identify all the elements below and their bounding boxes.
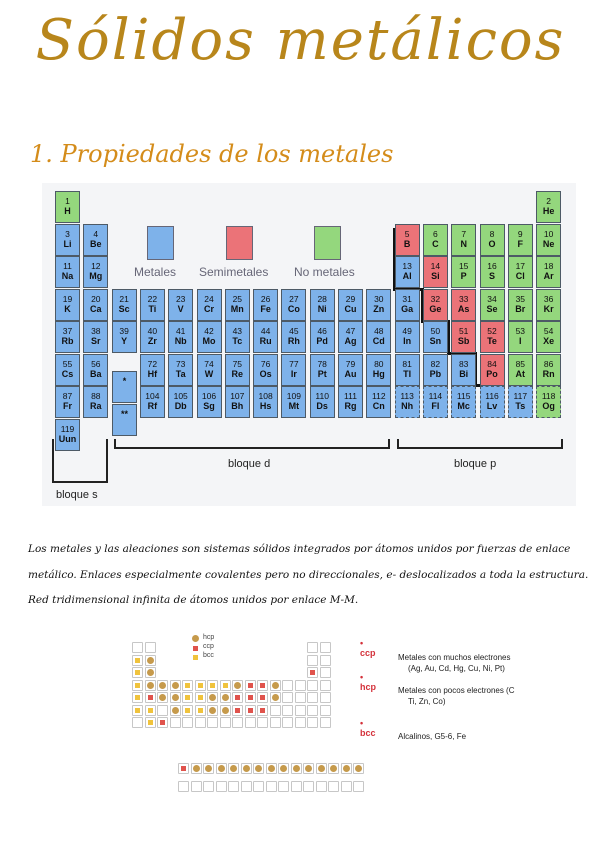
structure-cell — [291, 763, 302, 774]
structure-cell — [282, 680, 293, 691]
bcc-marker — [135, 658, 140, 663]
structure-cell — [316, 781, 327, 792]
structure-cell — [207, 692, 218, 703]
element-be: 4 Be — [83, 224, 108, 256]
element-cu: 29 Cu — [338, 289, 363, 321]
lanthanide-placeholder: * — [112, 371, 137, 403]
element-tl: 81 Tl — [395, 354, 420, 386]
label-block-s: bloque s — [56, 489, 98, 501]
element-he: 2 He — [536, 191, 561, 223]
crystal-structure-table — [118, 632, 328, 802]
element-ba: 56 Ba — [83, 354, 108, 386]
structure-cell — [303, 781, 314, 792]
hcp-heading: • hcp — [360, 672, 377, 692]
hcp-marker — [355, 765, 362, 772]
hcp-marker — [272, 694, 279, 701]
paragraph-line-1: Los metales y las aleaciones son sistemas sólidos integrados por átomos unidos por fuerzas de enlace — [28, 543, 571, 555]
element-cl: 17 Cl — [508, 256, 533, 288]
element-n: 7 N — [451, 224, 476, 256]
element-zr: 40 Zr — [140, 321, 165, 353]
structure-cell — [132, 680, 143, 691]
element-f: 9 F — [508, 224, 533, 256]
element-hg: 80 Hg — [366, 354, 391, 386]
element-ga: 31 Ga — [395, 289, 420, 321]
structure-cell — [307, 655, 318, 666]
structure-cell — [132, 667, 143, 678]
hcp-marker — [255, 765, 262, 772]
element-pd: 46 Pd — [310, 321, 335, 353]
structure-cell — [295, 705, 306, 716]
element-ru: 44 Ru — [253, 321, 278, 353]
structure-cell — [307, 692, 318, 703]
element-rn: 86 Rn — [536, 354, 561, 386]
structure-cell — [157, 705, 168, 716]
structure-cell — [220, 692, 231, 703]
element-in: 49 In — [395, 321, 420, 353]
element-nh: 113 Nh — [395, 386, 420, 418]
structure-cell — [320, 705, 331, 716]
structure-cell — [195, 705, 206, 716]
structure-cell — [266, 763, 277, 774]
hcp-marker — [230, 765, 237, 772]
element-fr: 87 Fr — [55, 386, 80, 418]
element-po: 84 Po — [480, 354, 505, 386]
element-rg: 111 Rg — [338, 386, 363, 418]
element-si: 14 Si — [423, 256, 448, 288]
element-al: 13 Al — [395, 256, 420, 288]
element-uun: 119 Uun — [55, 419, 80, 451]
element-ge: 32 Ge — [423, 289, 448, 321]
element-tc: 43 Tc — [225, 321, 250, 353]
element-ca: 20 Ca — [83, 289, 108, 321]
structure-cell — [207, 705, 218, 716]
structure-cell — [341, 781, 352, 792]
hcp-marker — [147, 682, 154, 689]
element-ne: 10 Ne — [536, 224, 561, 256]
structure-cell — [170, 705, 181, 716]
hcp-legend-label: hcp — [203, 634, 215, 641]
page-title: Sólidos metálicos — [35, 8, 566, 73]
structure-cell — [145, 717, 156, 728]
legend-label-metals: Metales — [134, 265, 177, 279]
ccp-marker — [235, 695, 240, 700]
label-block-p: bloque p — [454, 458, 497, 470]
structure-cell — [328, 763, 339, 774]
structure-cell — [145, 655, 156, 666]
element-re: 75 Re — [225, 354, 250, 386]
structure-cell — [328, 781, 339, 792]
element-sn: 50 Sn — [423, 321, 448, 353]
hcp-marker — [243, 765, 250, 772]
ccp-desc-2: (Ag, Au, Cd, Hg, Cu, Ni, Pt) — [408, 664, 505, 673]
bcc-marker — [198, 708, 203, 713]
structure-cell — [245, 680, 256, 691]
hcp-marker — [172, 682, 179, 689]
element-cs: 55 Cs — [55, 354, 80, 386]
element-os: 76 Os — [253, 354, 278, 386]
element-ts: 117 Ts — [508, 386, 533, 418]
element-bi: 83 Bi — [451, 354, 476, 386]
ccp-marker — [260, 695, 265, 700]
structure-cell — [320, 717, 331, 728]
ccp-marker — [248, 695, 253, 700]
structure-cell — [253, 763, 264, 774]
ccp-marker — [310, 670, 315, 675]
structure-cell — [170, 692, 181, 703]
element-db: 105 Db — [168, 386, 193, 418]
element-sg: 106 Sg — [197, 386, 222, 418]
structure-cell — [320, 692, 331, 703]
hcp-marker — [172, 694, 179, 701]
element-hf: 72 Hf — [140, 354, 165, 386]
element-li: 3 Li — [55, 224, 80, 256]
element-cr: 24 Cr — [197, 289, 222, 321]
structure-cell — [257, 680, 268, 691]
hcp-marker — [280, 765, 287, 772]
structure-cell — [182, 692, 193, 703]
structure-cell — [178, 763, 189, 774]
structure-cell — [182, 717, 193, 728]
label-block-d: bloque d — [228, 458, 271, 470]
structure-cell — [270, 705, 281, 716]
element-lv: 116 Lv — [480, 386, 505, 418]
structure-cell — [132, 692, 143, 703]
structure-cell — [320, 667, 331, 678]
element-at: 85 At — [508, 354, 533, 386]
hcp-desc-2: Ti, Zn, Co) — [408, 697, 446, 706]
structure-cell — [232, 692, 243, 703]
structure-cell — [270, 692, 281, 703]
structure-cell — [182, 680, 193, 691]
ccp-marker — [160, 720, 165, 725]
element-mt: 109 Mt — [281, 386, 306, 418]
element-og: 118 Og — [536, 386, 561, 418]
element-ra: 88 Ra — [83, 386, 108, 418]
bcc-marker — [185, 708, 190, 713]
hcp-legend-dot — [192, 635, 199, 642]
structure-cell — [232, 705, 243, 716]
structure-cell — [278, 763, 289, 774]
structure-cell — [282, 692, 293, 703]
hcp-marker — [159, 694, 166, 701]
structure-cell — [307, 705, 318, 716]
structure-cell — [307, 642, 318, 653]
structure-cell — [291, 781, 302, 792]
element-ir: 77 Ir — [281, 354, 306, 386]
structure-cell — [307, 667, 318, 678]
element-cd: 48 Cd — [366, 321, 391, 353]
hcp-marker — [330, 765, 337, 772]
element-sr: 38 Sr — [83, 321, 108, 353]
element-sb: 51 Sb — [451, 321, 476, 353]
structure-cell — [257, 717, 268, 728]
structure-cell — [207, 717, 218, 728]
hcp-marker — [205, 765, 212, 772]
element-b: 5 B — [395, 224, 420, 256]
actinide-placeholder: ** — [112, 404, 137, 436]
structure-cell — [170, 680, 181, 691]
element-y: 39 Y — [112, 321, 137, 353]
structure-cell — [266, 781, 277, 792]
hcp-marker — [147, 669, 154, 676]
paragraph-line-2: metálico. Enlaces especialmente covalentes pero no direccionales, e- deslocalizados a toda la estructura. — [28, 569, 589, 581]
element-c: 6 C — [423, 224, 448, 256]
element-bh: 107 Bh — [225, 386, 250, 418]
element-pb: 82 Pb — [423, 354, 448, 386]
structure-cell — [341, 763, 352, 774]
ccp-marker — [181, 766, 186, 771]
structure-cell — [295, 692, 306, 703]
element-fe: 26 Fe — [253, 289, 278, 321]
structure-cell — [195, 680, 206, 691]
structure-cell — [316, 763, 327, 774]
structure-cell — [191, 763, 202, 774]
bcc-marker — [210, 683, 215, 688]
element-zn: 30 Zn — [366, 289, 391, 321]
structure-cell — [320, 642, 331, 653]
structure-cell — [295, 680, 306, 691]
element-kr: 36 Kr — [536, 289, 561, 321]
bcc-legend-label: bcc — [203, 652, 214, 659]
structure-cell — [207, 680, 218, 691]
element-ni: 28 Ni — [310, 289, 335, 321]
structure-cell — [132, 642, 143, 653]
structure-cell — [320, 680, 331, 691]
element-br: 35 Br — [508, 289, 533, 321]
bcc-desc: Alcalinos, G5-6, Fe — [398, 732, 467, 741]
element-p: 15 P — [451, 256, 476, 288]
structure-cell — [303, 763, 314, 774]
element-mc: 115 Mc — [451, 386, 476, 418]
element-xe: 54 Xe — [536, 321, 561, 353]
structure-cell — [132, 655, 143, 666]
ccp-marker — [248, 708, 253, 713]
structure-cell — [282, 717, 293, 728]
hcp-marker — [218, 765, 225, 772]
hcp-marker — [209, 694, 216, 701]
element-h: 1 H — [55, 191, 80, 223]
hcp-marker — [293, 765, 300, 772]
structure-cell — [178, 781, 189, 792]
structure-cell — [220, 705, 231, 716]
structure-cell — [145, 705, 156, 716]
structure-cell — [157, 680, 168, 691]
hcp-marker — [222, 694, 229, 701]
structure-cell — [195, 717, 206, 728]
structure-cell — [307, 717, 318, 728]
structure-cell — [282, 705, 293, 716]
ccp-heading: • ccp — [360, 638, 376, 658]
element-co: 27 Co — [281, 289, 306, 321]
element-ar: 18 Ar — [536, 256, 561, 288]
ccp-marker — [260, 683, 265, 688]
element-rf: 104 Rf — [140, 386, 165, 418]
structure-cell — [132, 705, 143, 716]
element-v: 23 V — [168, 289, 193, 321]
bcc-legend-dot — [193, 655, 198, 660]
hcp-marker — [147, 657, 154, 664]
element-te: 52 Te — [480, 321, 505, 353]
bcc-marker — [148, 720, 153, 725]
structure-cell — [232, 717, 243, 728]
element-k: 19 K — [55, 289, 80, 321]
bcc-marker — [198, 683, 203, 688]
structure-cell — [245, 692, 256, 703]
hcp-desc-1: Metales con pocos electrones (C — [398, 686, 515, 695]
structure-cell — [228, 781, 239, 792]
structure-cell — [257, 692, 268, 703]
element-i: 53 I — [508, 321, 533, 353]
structure-cell — [220, 680, 231, 691]
ccp-desc-1: Metales con muchos electrones — [398, 653, 511, 662]
hcp-marker — [318, 765, 325, 772]
legend-swatch-semimetals — [226, 226, 253, 260]
ccp-marker — [235, 708, 240, 713]
element-rb: 37 Rb — [55, 321, 80, 353]
legend-label-nonmetals: No metales — [294, 265, 355, 279]
element-rh: 45 Rh — [281, 321, 306, 353]
structure-cell — [157, 692, 168, 703]
element-ta: 73 Ta — [168, 354, 193, 386]
element-sc: 21 Sc — [112, 289, 137, 321]
element-hs: 108 Hs — [253, 386, 278, 418]
bcc-marker — [135, 695, 140, 700]
structure-cell — [182, 705, 193, 716]
structure-cell — [195, 692, 206, 703]
structure-cell — [270, 680, 281, 691]
periodic-table — [42, 183, 576, 506]
structure-cell — [228, 763, 239, 774]
bcc-marker — [198, 695, 203, 700]
hcp-marker — [305, 765, 312, 772]
paragraph-line-3: Red tridimensional infinita de átomos unidos por enlace M-M. — [28, 594, 359, 606]
structure-cell — [145, 642, 156, 653]
structure-cell — [270, 717, 281, 728]
ccp-marker — [248, 683, 253, 688]
structure-cell — [245, 717, 256, 728]
structure-cell — [245, 705, 256, 716]
element-w: 74 W — [197, 354, 222, 386]
hcp-marker — [343, 765, 350, 772]
ccp-marker — [260, 708, 265, 713]
hcp-marker — [268, 765, 275, 772]
bcc-marker — [185, 683, 190, 688]
bcc-marker — [135, 683, 140, 688]
structure-cell — [320, 655, 331, 666]
structure-cell — [253, 781, 264, 792]
element-mn: 25 Mn — [225, 289, 250, 321]
element-se: 34 Se — [480, 289, 505, 321]
structure-cell — [157, 717, 168, 728]
hcp-marker — [193, 765, 200, 772]
structure-cell — [257, 705, 268, 716]
element-ti: 22 Ti — [140, 289, 165, 321]
structure-cell — [307, 680, 318, 691]
bcc-marker — [135, 708, 140, 713]
element-ds: 110 Ds — [310, 386, 335, 418]
structure-cell — [132, 717, 143, 728]
element-au: 79 Au — [338, 354, 363, 386]
element-o: 8 O — [480, 224, 505, 256]
element-mg: 12 Mg — [83, 256, 108, 288]
hcp-marker — [159, 682, 166, 689]
hcp-marker — [222, 707, 229, 714]
legend-label-semimetals: Semimetales — [199, 265, 269, 279]
ccp-legend-label: ccp — [203, 643, 214, 650]
structure-cell — [232, 680, 243, 691]
element-ag: 47 Ag — [338, 321, 363, 353]
element-cn: 112 Cn — [366, 386, 391, 418]
element-as: 33 As — [451, 289, 476, 321]
hcp-marker — [272, 682, 279, 689]
structure-cell — [353, 763, 364, 774]
hcp-marker — [209, 707, 216, 714]
bcc-marker — [135, 670, 140, 675]
element-fl: 114 Fl — [423, 386, 448, 418]
section-title: 1. Propiedades de los metales — [30, 140, 394, 168]
structure-cell — [191, 781, 202, 792]
bcc-marker — [148, 708, 153, 713]
structure-cell — [353, 781, 364, 792]
legend-swatch-metals — [147, 226, 174, 260]
structure-cell — [145, 692, 156, 703]
element-s: 16 S — [480, 256, 505, 288]
ccp-legend-dot — [193, 646, 198, 651]
structure-cell — [170, 717, 181, 728]
element-nb: 41 Nb — [168, 321, 193, 353]
structure-cell — [203, 763, 214, 774]
element-na: 11 Na — [55, 256, 80, 288]
legend-swatch-nonmetals — [314, 226, 341, 260]
structure-cell — [241, 781, 252, 792]
element-mo: 42 Mo — [197, 321, 222, 353]
ccp-marker — [148, 695, 153, 700]
bracket-block-p — [397, 439, 563, 449]
structure-cell — [216, 781, 227, 792]
hcp-marker — [172, 707, 179, 714]
structure-cell — [295, 717, 306, 728]
structure-cell — [145, 667, 156, 678]
structure-cell — [220, 717, 231, 728]
structure-cell — [241, 763, 252, 774]
bracket-block-d — [114, 439, 390, 449]
structure-cell — [145, 680, 156, 691]
structure-cell — [216, 763, 227, 774]
structure-cell — [278, 781, 289, 792]
element-pt: 78 Pt — [310, 354, 335, 386]
bcc-heading: • bcc — [360, 718, 376, 738]
bcc-marker — [223, 683, 228, 688]
bcc-marker — [185, 695, 190, 700]
structure-cell — [203, 781, 214, 792]
hcp-marker — [234, 682, 241, 689]
